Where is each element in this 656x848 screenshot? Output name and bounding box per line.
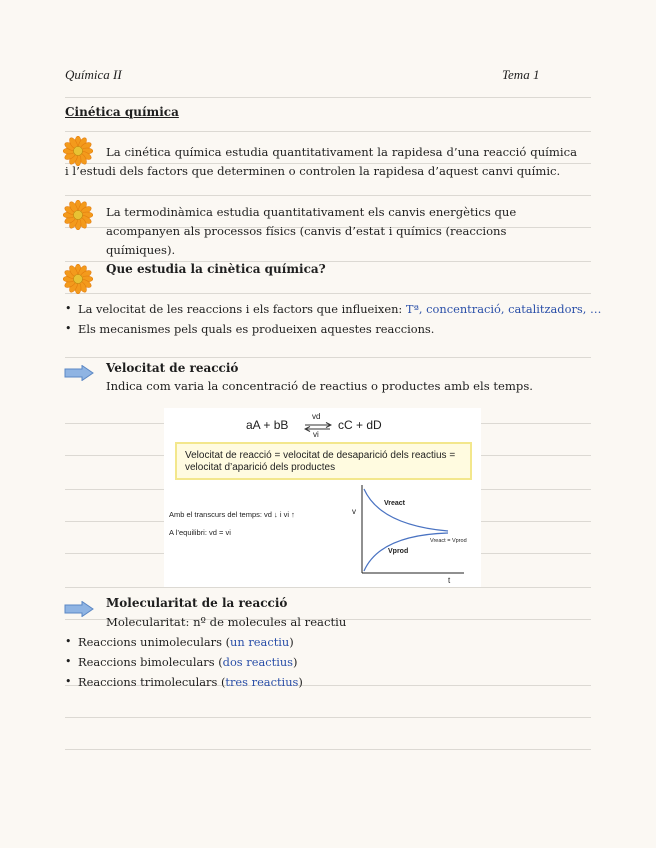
- equation-reactants: aA + bB: [246, 418, 289, 432]
- header-topic: Tema 1: [502, 67, 540, 82]
- reactant-rate-curve: [364, 489, 448, 531]
- list-item-text: La velocitat de les reaccions i els factors que influeixen:: [78, 302, 406, 316]
- reaction-rate-figure: [164, 408, 481, 587]
- list-item: [65, 632, 303, 652]
- list-item-highlight: tres reactius: [225, 675, 299, 689]
- arrow-right-icon: [64, 365, 94, 381]
- graph-x-label: t: [448, 576, 451, 585]
- graph-y-label: v: [352, 507, 356, 516]
- flower-icon: [63, 200, 93, 230]
- list-item-close: ): [298, 675, 303, 689]
- definition-line: velocitat d’aparició dels productes: [185, 462, 336, 473]
- list-item: [65, 319, 601, 339]
- list-item-text: Reaccions unimoleculars (: [78, 635, 231, 649]
- list-item-close: ): [289, 635, 294, 649]
- list-item: [65, 299, 601, 319]
- list-item-highlight: dos reactius: [222, 655, 294, 669]
- section-title: Cinética química: [65, 105, 179, 119]
- list-item-close: ): [293, 655, 298, 669]
- list-item-text: Reaccions trimoleculars (: [78, 675, 226, 689]
- equation-products: cC + dD: [338, 418, 382, 432]
- equation-reverse-rate: vi: [313, 430, 319, 439]
- question-heading: Que estudia la cinètica química?: [106, 262, 326, 276]
- velocity-description: Indica com varia la concentració de reactius o productes amb els temps.: [106, 379, 533, 393]
- definition-box: [175, 442, 472, 480]
- paragraph-termodinamica: La termodinàmica estudia quantitativament els canvis energètics que acompanyen als processos físics (canvis d’estat i químics (reaccions químiques).: [106, 205, 517, 257]
- list-item: [65, 672, 303, 692]
- list-item-text: Reaccions bimoleculars (: [78, 655, 223, 669]
- molecularity-heading: Molecularitat de la reacció: [106, 596, 288, 610]
- bullet-list-cinetica: [65, 299, 601, 339]
- list-item: [65, 652, 303, 672]
- curve-label-product: Vprod: [388, 548, 409, 555]
- list-item-text: Els mecanismes pels quals es produeixen aquestes reaccions.: [78, 322, 435, 336]
- paragraph-cinetica: La cinética química estudia quantitativament la rapidesa d’una reacció química i l’estudi dels factors que determinen o controlen la rapidesa d’aquest canvi químic.: [65, 145, 577, 178]
- curve-label-equilibrium: Vreact = Vprod: [430, 538, 467, 544]
- curve-label-reactant: Vreact: [384, 500, 406, 507]
- velocity-heading: Velocitat de reacció: [106, 361, 239, 375]
- header-subject: Química II: [65, 67, 122, 82]
- arrow-right-icon: [64, 601, 94, 617]
- equilibrium-note: A l’equilibri: vd = vi: [169, 528, 231, 537]
- flower-icon: [63, 264, 93, 294]
- definition-line: Velocitat de reacció = velocitat de desaparició dels reactius =: [185, 450, 456, 461]
- time-note: Amb el transcurs del temps: vd ↓ i vi ↑: [169, 510, 295, 519]
- rate-time-graph: [344, 483, 469, 583]
- bullet-list-molecularity: [65, 632, 303, 692]
- list-item-highlight: un reactiu: [230, 635, 290, 649]
- equation-forward-rate: vd: [312, 412, 321, 421]
- list-item-highlight: Tª, concentració, catalitzadors, …: [405, 302, 602, 316]
- molecularity-description: Molecularitat: nº de molecules al reactiu: [106, 615, 347, 629]
